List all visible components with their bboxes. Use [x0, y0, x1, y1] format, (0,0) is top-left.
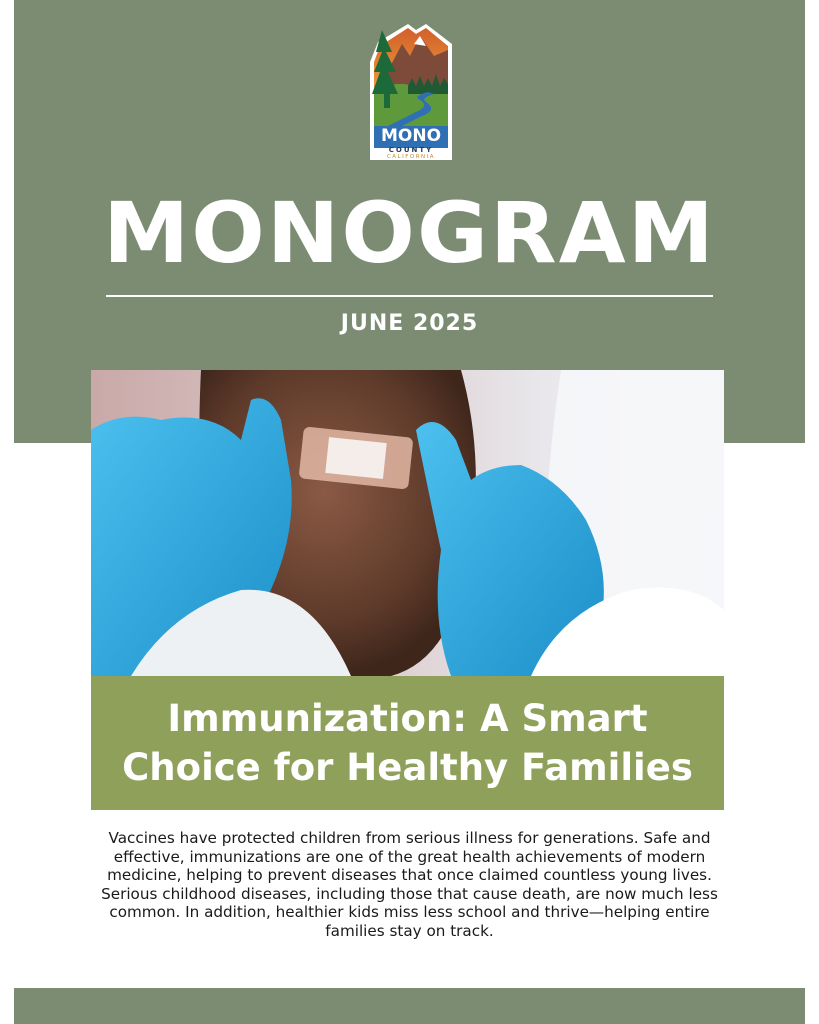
mono-county-logo [368, 22, 454, 160]
headline-line-2: Choice for Healthy Families [122, 746, 693, 789]
logo-subname: COUNTY [388, 146, 434, 154]
hero-photo [91, 370, 724, 676]
headline-line-1: Immunization: A Smart [167, 697, 648, 740]
logo-name: MONO [380, 126, 442, 146]
masthead-title: MONOGRAM [103, 184, 716, 282]
issue-date: JUNE 2025 [340, 311, 479, 336]
article-headline [91, 694, 724, 792]
headline-box [91, 676, 724, 810]
masthead-divider [106, 295, 713, 297]
footer-band [14, 988, 805, 1024]
article-body: Vaccines have protected children from serious illness for generations. Safe and effective, immunizations are one of the great health achievements of modern medicine, helping to prevent diseases that once claimed countless young lives. Serious childhood diseases, including those that cause death, are now much less common. In addition, healthier kids miss less school and thrive—helping entire families stay on track. [101, 829, 718, 940]
logo-state: CALIFORNIA [386, 154, 436, 160]
vaccination-bandage-photo-icon [91, 370, 724, 676]
